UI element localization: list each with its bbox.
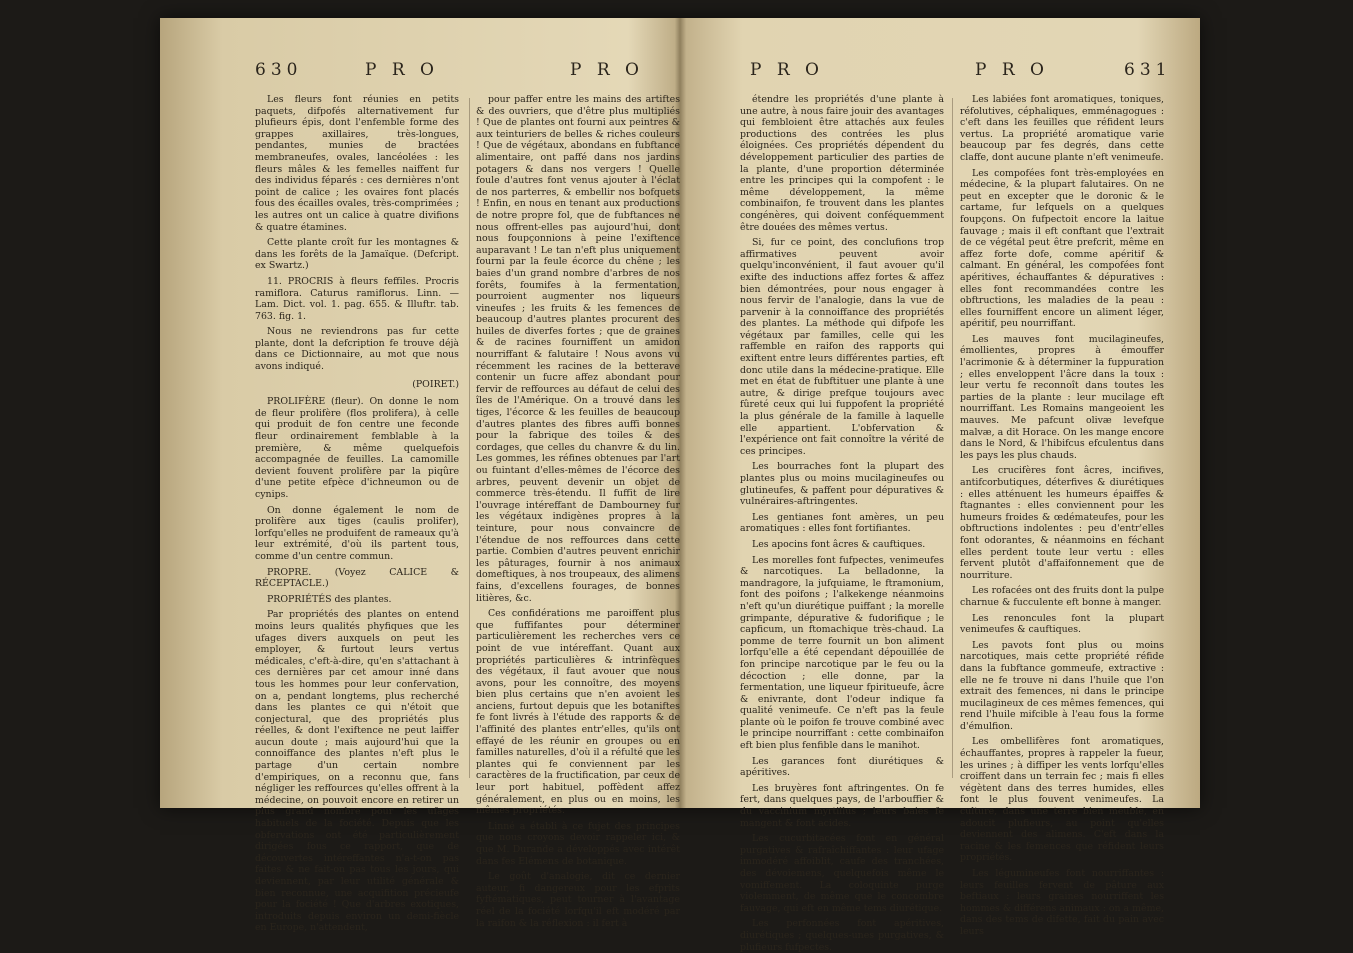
page-number-left: 630 bbox=[255, 60, 303, 80]
paragraph: Si, fur ce point, des conclufions trop affirmatives peuvent avoir quelqu'inconvénient, il faut avouer qu'il exifte des inductions affez fortes & affez bien démontrées, pour nous engager à nous fervir de l'analogie, dans la vue de parvenir à la connoiffance des propriétés des plantes. La méthode qui difpofe les végétaux par familles, celle qui les raffemble en raifon des rapports qui exiftent entre leurs différentes parties, eft donc utile dans la médecine-pratique. Elle met en état de fubftituer une plante à une autre, & dirige prefque toujours avec fûreté ceux qui lui fuppofent la propriété la plus générale de la famille à laquelle elle appartient. L'obfervation & l'expérience ont fait connoître la vérité de ces principes. bbox=[740, 237, 944, 457]
paragraph: Ces confidérations me paroiffent plus que fuffifantes pour déterminer particulièrement les recherches vers ce point de vue intéreffant. Quant aux propriétés particulières & intrinfèques des végétaux, il faut avouer que nous avons, pour les connoître, des moyens bien plus certains que n'en avoient les anciens, furtout depuis que les botaniftes fe font livrés à l'étude des rapports & de l'affinité des plantes entr'elles, qu'ils ont effayé de les réunir en groupes ou en familles naturelles, d'où il a réfulté que les plantes qui fe conviennent par les caractères de la fructification, par ceux de leur port habituel, poffèdent affez généralement, en plus ou en moins, les mêmes propriétés. bbox=[476, 608, 680, 817]
paragraph: Les garances font diurétiques & apéritives. bbox=[740, 755, 944, 779]
paragraph: Les apocins font âcres & cauftiques. bbox=[752, 538, 926, 550]
paragraph: Les légumineufes font nourriffantes : leurs feuilles fervent de pâture aux beftiaux : leurs graines nourriffent les hommes & différens animaux : on a même, dans des tems de difette, fait du pain avec leurs bbox=[960, 868, 1164, 937]
paragraph: pour paffer entre les mains des artiftes & des ouvriers, que d'être plus multipliés ! Que de plantes ont fourni aux peintres & aux teinturiers de belles & riches couleurs ! Que de végétaux, abondans en fubftance alimentaire, ont paffé dans nos jardins potagers & dans nos vergers ! Quelle foule d'autres font venus ajouter à l'éclat de nos parterres, & embellir nos bofquets ! Enfin, en nous en tenant aux productions de notre propre fol, que de fubftances ne nous offrent-elles pas aujourd'hui, dont nous foupçonnions à peine l'exiftence auparavant ! Le tan n'eft plus uniquement fourni par la feule écorce du chêne ; les baies d'un grand nombre d'arbres de nos forêts, foumifes à la fermentation, pourroient augmenter nos liqueurs vineufes ; les fruits & les femences de beaucoup d'autres plantes procurent des huiles de diverfes fortes ; que de graines & de racines fourniffent un amidon nourriffant & falutaire ! Nous avons vu récemment les racines de la betterave contenir un fucre affez abondant pour fervir de reffources au défaut de celui des îles de l'Amérique. On a trouvé dans les tiges, l'écorce & les feuilles de beaucoup d'autres plantes des fibres auffi bonnes pour la fabrique des toiles & des cordages, que celles du chanvre & du lin. Les gommes, les réfines obtenues par l'art ou fuintant d'elles-mêmes de l'écorce des arbres, peuvent devenir un objet de commerce très-étendu. Il fuffit de lire l'ouvrage intéreffant de Dambourney fur les végétaux indigènes propres à la teinture, pour nous convaincre de l'étendue de nos reffources dans cette partie. Combien d'autres peuvent enrichir les pâturages, fournir à nos animaux domeftiques, à nos troupeaux, des alimens fains, d'excellens fourages, de bonnes litières, &c. bbox=[476, 94, 680, 604]
paragraph: Les cucurbitacées font en général purgatives & rafraîchiffantes : leur ufage immodéré affoiblit, caufe des tranchées, des dévoiemens, quelquefois même le vomiffement. La coloquinte purge violemment, de même que le concombre fauvage, qui eft en même tems diurétique. bbox=[740, 833, 944, 914]
paragraph: Le goût d'analogie, dit ce dernier auteur, fi dangereux pour les efprits fyftématiques, peut tourner à l'avantage réel de la fociété lorfqu'il eft modéré par la raifon & la réflexion : il fert à bbox=[476, 871, 680, 929]
open-book bbox=[160, 18, 1200, 953]
paragraph: Les ombellifères font aromatiques, échauffantes, propres à rappeler la fueur, les urines ; à diffiper les vents lorfqu'elles croiffent dans un terrain fec ; mais fi elles végètent dans des terres humides, elles font le plus fouvent venimeufes. La culture, dans une terre bien meuble, en adoucit plufieurs, au point qu'elles deviennent des alimens. C'eft dans la racine & les femences que réfident leurs propriétés. bbox=[960, 736, 1164, 864]
paragraph: Les morelles font fufpectes, venimeufes & narcotiques. La belladonne, la mandragore, la jufquiame, le ftramonium, font des poifons ; l'alkekenge néanmoins n'eft qu'un diurétique puiffant ; la morelle grimpante, dépurative & fudorifique ; le capficum, un ftomachique très-chaud. La pomme de terre fournit un bon aliment lorfqu'elle a été cependant dépouillée de fon principe narcotique par le feu ou la décoction ; elle donne, par la fermentation, une liqueur fpiritueufe, âcre & enivrante, dont l'odeur indique fa qualité venimeufe. Ce n'eft pas la feule plante où le poifon fe trouve combiné avec le principe nourriffant : cette combinaifon eft bien plus fenfible dans le manihot. bbox=[740, 554, 944, 752]
paragraph: PROLIFÈRE (fleur). On donne le nom de fleur prolifère (flos prolifera), à celle qui produit de fon centre une feconde fleur ordinairement femblable à la première, & même quelquefois accompagnée de feuilles. La camomille devient fouvent prolifère par la piqûre d'une petite efpèce d'ichneumon ou de cynips. bbox=[255, 396, 459, 500]
paragraph: On donne également le nom de prolifère aux tiges (caulis prolifer), lorfqu'elles ne produifent de rameaux qu'à leur extrémité, d'où ils partent tous, comme d'un centre commun. bbox=[255, 504, 459, 562]
paragraph: Nous ne reviendrons pas fur cette plante, dont la defcription fe trouve déjà dans ce Dictionnaire, au mot que nous avons indiqué. bbox=[255, 326, 459, 373]
paragraph: Linné a établi à ce fujet des principes que nous croyons devoir rappeler ici, & que M. Durande a développés avec intérêt dans fes Elémens de botanique. bbox=[476, 820, 680, 867]
left-page bbox=[160, 18, 680, 934]
right-page bbox=[680, 18, 1200, 953]
paragraph: Cette plante croît fur les montagnes & dans les forêts de la Jamaïque. (Defcript. ex Swartz.) bbox=[255, 237, 459, 272]
running-head-right-b: P R O bbox=[975, 60, 1049, 80]
paragraph: Les renoncules font la plupart venimeufes & cauftiques. bbox=[960, 612, 1164, 636]
paragraph: Les pavots font plus ou moins narcotiques, mais cette propriété réfide dans la fubftance gommeufe, extractive : elle ne fe trouve ni dans l'huile que l'on extrait des femences, ni dans le principe mucilagineux de ces mêmes femences, qui rend l'huile mifcible à l'eau fous la forme d'émulfion. bbox=[960, 639, 1164, 732]
paragraph: Les mauves font mucilagineufes, émollientes, propres à émouffer l'acrimonie & à déterminer la fuppuration ; elles enveloppent l'âcre dans la toux : leur vertu fe reconnoît dans toutes les parties de la plante : leur mucilage eft nourriffant. Les Romains mangeoient les mauves. Me pafcunt olivæ levefque malvæ, a dit Horace. On les mange encore dans le Nord, & l'hibifcus efculentus dans les pays les plus chauds. bbox=[960, 333, 1164, 461]
paragraph: Les crucifères font âcres, incifives, antifcorbutiques, déterfives & diurétiques : elles atténuent les humeurs épaiffes & ftagnantes : elles conviennent pour les humeurs froides & œdémateufes, pour les obftructions indolentes : peu d'entr'elles font odorantes, & néanmoins en féchant elles perdent toute leur vertu : elles fervent plutôt d'affaifonnement que de nourriture. bbox=[960, 465, 1164, 581]
right-column-2 bbox=[960, 94, 1164, 937]
paragraph: Les labiées font aromatiques, toniques, réfolutives, céphaliques, emménagogues : c'eft dans les feuilles que réfident leurs vertus. La propriété aromatique varie beaucoup par fes degrés, dans cette claffe, dont aucune plante n'eft venimeufe. bbox=[960, 94, 1164, 163]
paragraph: Les bourraches font la plupart des plantes plus ou moins mucilagineufes ou glutineufes, & paffent pour dépuratives & vulnéraires-aftringentes. bbox=[740, 461, 944, 508]
paragraph: PROPRE. (Voyez CALICE & RÉCEPTACLE.) bbox=[255, 566, 459, 590]
paragraph: Les perfonnées font apéritives, diurétiques ; quelques-unes purgatives, & plufieurs fufpectes. bbox=[740, 918, 944, 953]
paragraph: Les gentianes font amères, un peu aromatiques : elles font fortifiantes. bbox=[740, 511, 944, 535]
paragraph: 11. PROCRIS à fleurs feffiles. Procris ramiflora. Caturus ramiflorus. Linn. — Lam. Dict. vol. 1. pag. 655. & Illuftr. tab. 763. fig. 1. bbox=[255, 275, 459, 322]
paragraph: PROPRIÉTÉS des plantes. bbox=[267, 593, 392, 605]
paragraph: Les bruyères font aftringentes. On fe fert, dans quelques pays, de l'arbouffier & du vaccinium myrtillus ; leurs baies fe mangent & font acides. bbox=[740, 782, 944, 829]
left-column-2 bbox=[476, 94, 680, 929]
paragraph: Les compofées font très-employées en médecine, & la plupart falutaires. On ne peut en excepter que le doronic & le cartame, fur lefquels on a quelques foupçons. On fufpectoit encore la laitue fauvage ; mais il eft conftant que l'extrait de ce végétal peut être prefcrit, même en affez forte dofe, comme apéritif & calmant. En général, les compofées font apéritives, échauffantes & dépuratives : elles font recommandées contre les obftructions, les maladies de la peau : elles fourniffent encore un aliment léger, apéritif, peu nourriffant. bbox=[960, 167, 1164, 330]
column-divider-left bbox=[469, 98, 470, 778]
paragraph: Les fleurs font réunies en petits paquets, difpofés alternativement fur plufieurs épis, dont l'enfemble forme des grappes axillaires, très-longues, pendantes, munies de bractées membraneufes, ovales, lancéolées : les fleurs mâles & les femelles naiffent fur des individus féparés : ces dernières n'ont point de calice ; les ovaires font placés fous des écailles ovales, très-comprimées ; les autres ont un calice à quatre divifions & quatre étamines. bbox=[255, 94, 459, 233]
paragraph: Les rofacées ont des fruits dont la pulpe charnue & fucculente eft bonne à manger. bbox=[960, 585, 1164, 608]
left-column-1 bbox=[255, 94, 459, 934]
running-head-right-a: P R O bbox=[750, 60, 824, 80]
page-number-right: 631 bbox=[1124, 60, 1172, 80]
paragraph: (POIRET.) bbox=[412, 378, 459, 390]
running-head-left-a: P R O bbox=[365, 60, 439, 80]
paragraph: Par propriétés des plantes on entend moins leurs qualités phyfiques que les ufages divers auxquels on peut les employer, & furtout leurs vertus médicales, c'eft-à-dire, qu'en s'attachant à ces dernières par cet amour inné dans tous les hommes pour leur confervation, on a, pendant longtems, plus recherché dans les plantes ce qui n'étoit que conjectural, que des propriétés plus réelles, & dont l'exiftence ne peut laiffer aucun doute ; mais aujourd'hui que la connoiffance des plantes n'eft plus le partage d'un certain nombre d'empiriques, on a reconnu que, fans négliger les reffources qu'elles offrent à la médecine, on pouvoit encore en retirer un plus grand nombre pour les ufages habituels de la fociété. Depuis que les obfervations ont été particulièrement dirigées fous ce rapport, que de découvertes intéreffantes n'a-t-on pas faites & ne fait-on pas tous les jours, qui deviennent, par leur utilité générale & bien reconnue, une acquifition précieufe pour la fociété ! Que d'arbres exotiques, introduits depuis environ un demi-fiècle en Europe, n'attendent, bbox=[255, 609, 459, 934]
paragraph: étendre les propriétés d'une plante à une autre, à nous faire jouir des avantages qui fembloient être attachés aux feules productions des contrées les plus éloignées. Ces propriétés dépendent du développement particulier des parties de la plante, d'une proportion déterminée entre les principes qui la compofent : le même développement, la même combinaifon, fe trouvent dans les plantes congénères, qui doivent conféquemment être douées des mêmes vertus. bbox=[740, 94, 944, 233]
right-column-1 bbox=[740, 94, 944, 953]
running-head-left-b: P R O bbox=[570, 60, 644, 80]
column-divider-right bbox=[952, 98, 953, 778]
